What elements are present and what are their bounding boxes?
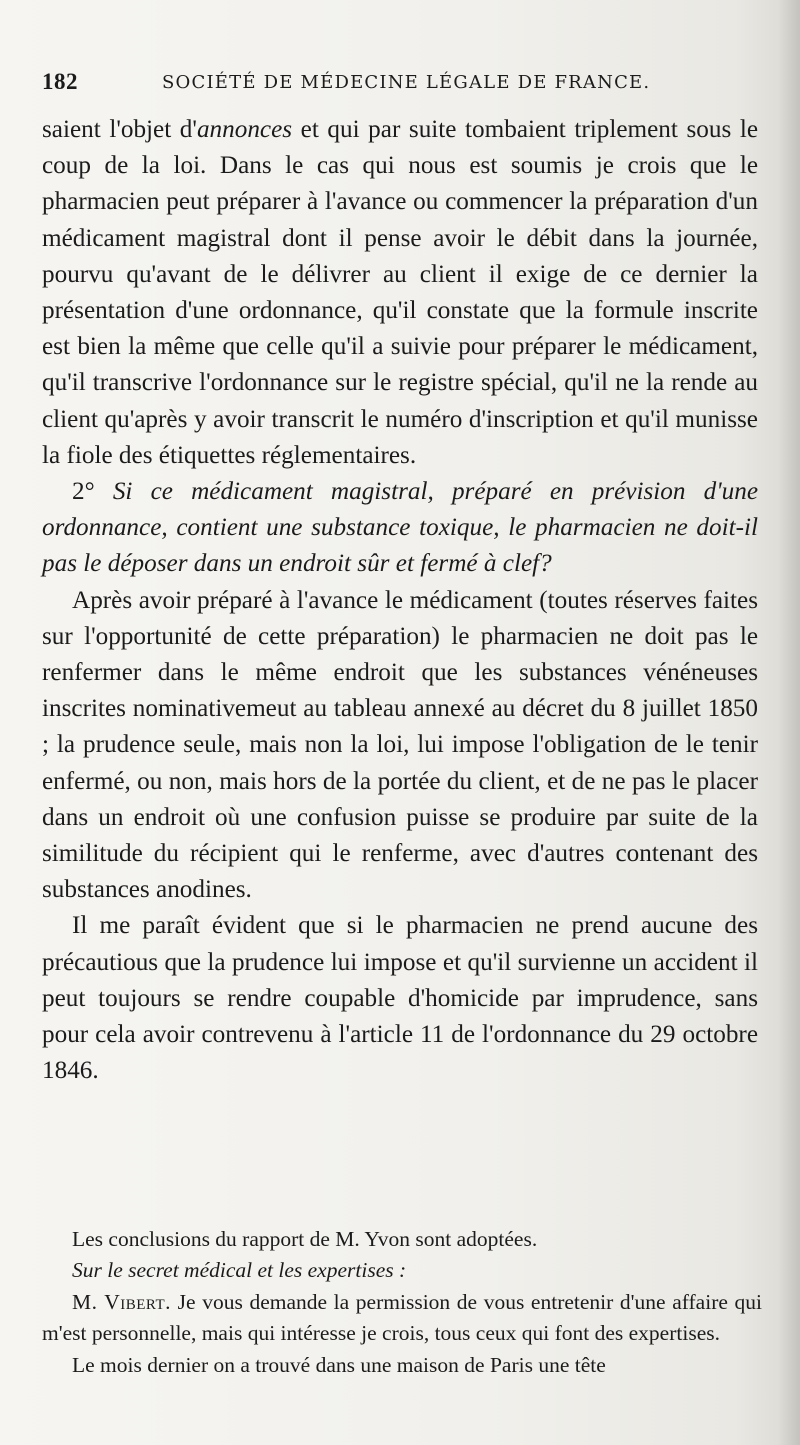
speech-paragraph [42, 1287, 762, 1350]
speaker-name: M. Vibert. [72, 1289, 172, 1314]
paragraph-continuation [42, 112, 758, 474]
paragraph-conclusion: Il me paraît évident que si le pharmacien ne prend aucune des précautious que la prudence lui impose et qu'il survienne un accident il peut toujours se rendre coupable d'homicide par imprudence, sans pour cela avoir contrevenu à l'article 11 de l'ordonnance du 29 octobre 1846. [42, 912, 758, 1085]
speech-text: Je vous demande la permission de vous entretenir d'une affaire qui m'est personnelle, mais qui intéresse je crois, tous ceux qui font des expertises. [42, 1289, 762, 1346]
main-text [42, 112, 758, 1089]
page-edge-shadow [778, 0, 800, 1445]
running-title: SOCIÉTÉ DE MÉDECINE LÉGALE DE FRANCE. [162, 72, 651, 93]
topic-heading: Sur le secret médical et les expertises : [72, 1258, 407, 1283]
italic-term-annonces: annonces [196, 116, 293, 143]
question-number: 2° [72, 478, 95, 506]
question-2 [42, 474, 758, 583]
text-run: et qui par suite tombaient triplement sous le coup de la loi. Dans le cas qui nous est soumis je crois que le pharmacien peut préparer à l'avance ou commencer la préparation d'un médicament magistral dont il pense avoir le débit dans la journée, pourvu qu'avant de le délivrer au client il exige de ce dernier la présentation d'une ordonnance, qu'il constate que la formule inscrite est bien la même que celle qu'il a suivie pour préparer le médicament, qu'il transcrive l'ordonnance sur le registre spécial, qu'il ne la rende au client qu'après y avoir transcrit le numéro d'inscription et qu'il munisse la fiole des étiquettes réglementaires. [42, 116, 758, 469]
paragraph-answer: Après avoir préparé à l'avance le médicament (toutes réserves faites sur l'opportunité de cette préparation) le pharmacien ne doit pas le renfermer dans le même endroit que les substances vénéneuses inscrites nominativemeut au tableau annexé au décret du 8 juillet 1850 ; la prudence seule, mais non la loi, lui impose l'obligation de le tenir enfermé, ou non, mais hors de la portée du client, et de ne pas le placer dans un endroit où une confusion puisse se produire par suite de la similitude du récipient qui le renferme, avec d'autres contenant des substances anodines. [42, 586, 758, 904]
conclusion-line: Les conclusions du rapport de M. Yvon sont adoptées. [72, 1227, 538, 1251]
text-run: saient l'objet d' [42, 116, 197, 143]
proceedings-text [42, 1224, 762, 1381]
page-number: 182 [42, 69, 78, 94]
last-line: Le mois dernier on a trouvé dans une maison de Paris une tête [72, 1352, 606, 1377]
question-text: Si ce médicament magistral, préparé en prévision d'une ordonnance, contient une substance toxique, le pharmacien ne doit-il pas le déposer dans un endroit sûr et fermé à clef? [42, 478, 758, 578]
